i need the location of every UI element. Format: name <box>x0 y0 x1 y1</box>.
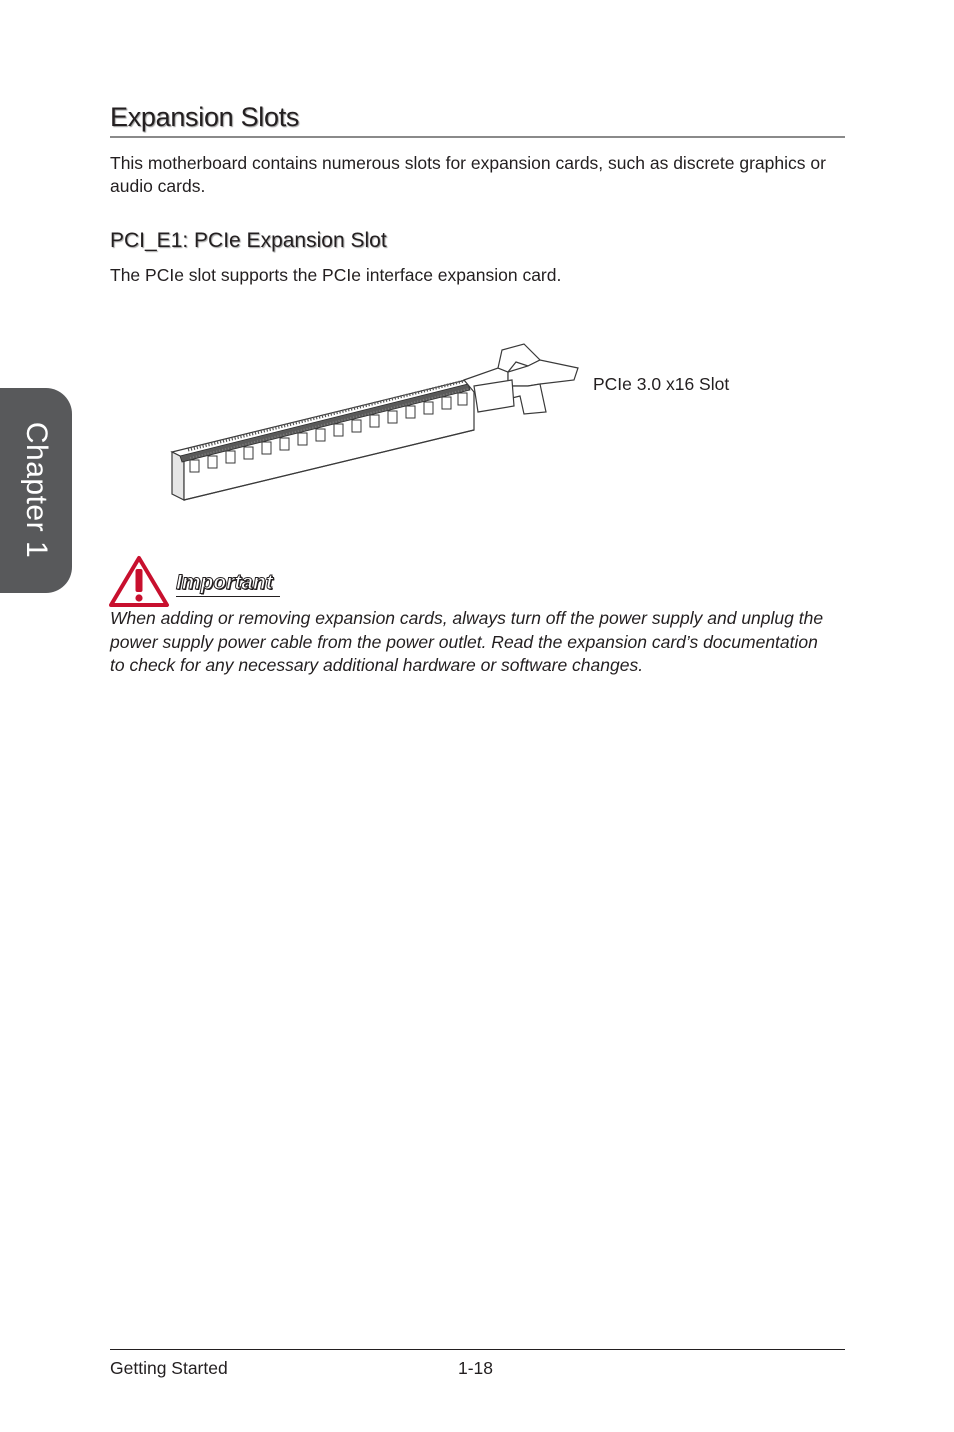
footer-divider <box>110 1349 845 1350</box>
subsection-title: PCI_E1: PCIe Expansion Slot <box>110 229 387 252</box>
important-note: When adding or removing expansion cards, always turn off the power supply and unplug the power supply power cable from the power outlet. Read the expansion card’s documentation to check for any necessary additional hardware or software changes. <box>110 608 824 675</box>
important-heading: Important <box>176 571 273 594</box>
important-underline <box>176 596 280 597</box>
footer-section-name: Getting Started <box>110 1358 228 1378</box>
section-title: Expansion Slots <box>110 102 300 132</box>
chapter-tab <box>0 388 72 593</box>
slot-label: PCIe 3.0 x16 Slot <box>593 374 730 394</box>
chapter-tab-label: Chapter 1 <box>20 421 53 559</box>
warning-triangle-icon <box>108 555 170 608</box>
footer-page-number: 1-18 <box>458 1358 494 1378</box>
section-intro: This motherboard contains numerous slots for expansion cards, such as discrete graphics or audio cards. <box>110 153 826 196</box>
title-divider <box>110 136 845 138</box>
subsection-text: The PCIe slot supports the PCIe interface expansion card. <box>110 265 562 285</box>
slot-latch <box>464 344 578 414</box>
pcie-slot-illustration <box>168 340 580 504</box>
